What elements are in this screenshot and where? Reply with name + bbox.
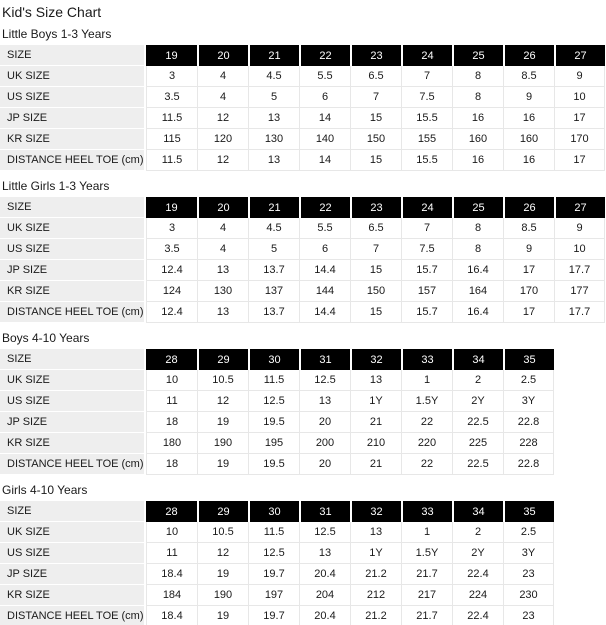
size-value-cell: 160 <box>503 129 554 150</box>
size-value-cell: 5 <box>248 239 299 260</box>
size-value-cell: 8 <box>452 218 503 239</box>
table-row <box>0 454 554 475</box>
size-value-cell: 15.5 <box>401 150 452 171</box>
size-value-cell: 20 <box>299 454 350 475</box>
size-value-cell: 18.4 <box>146 564 197 585</box>
size-value-cell: 4.5 <box>248 218 299 239</box>
table-row <box>0 281 605 302</box>
size-header-cell: 19 <box>146 45 197 66</box>
size-value-cell: 15 <box>350 260 401 281</box>
size-value-cell: 20 <box>299 412 350 433</box>
size-value-cell: 8.5 <box>503 218 554 239</box>
size-value-cell: 8 <box>452 66 503 87</box>
size-value-cell: 22.5 <box>452 412 503 433</box>
size-value-cell: 19 <box>197 564 248 585</box>
size-value-cell: 140 <box>299 129 350 150</box>
size-value-cell: 3 <box>146 66 197 87</box>
size-value-cell: 22 <box>401 454 452 475</box>
size-value-cell: 220 <box>401 433 452 454</box>
size-value-cell: 224 <box>452 585 503 606</box>
size-value-cell: 20.4 <box>299 606 350 625</box>
size-value-cell: 130 <box>248 129 299 150</box>
size-value-cell: 18.4 <box>146 606 197 625</box>
table-row <box>0 150 605 171</box>
size-value-cell: 2Y <box>452 391 503 412</box>
size-value-cell: 2Y <box>452 543 503 564</box>
size-value-cell: 225 <box>452 433 503 454</box>
size-value-cell: 12.5 <box>299 522 350 543</box>
size-header-cell: 21 <box>248 197 299 218</box>
size-value-cell: 5.5 <box>299 66 350 87</box>
size-header-cell: 23 <box>350 45 401 66</box>
table-row <box>0 66 605 87</box>
size-value-cell: 195 <box>248 433 299 454</box>
size-header-cell: 28 <box>146 349 197 370</box>
size-value-cell: 7.5 <box>401 239 452 260</box>
size-value-cell: 22.8 <box>503 454 554 475</box>
row-label: UK SIZE <box>0 218 146 239</box>
size-value-cell: 9 <box>554 66 605 87</box>
size-value-cell: 11.5 <box>248 522 299 543</box>
section-little-boys <box>0 28 606 171</box>
size-value-cell: 2 <box>452 522 503 543</box>
size-value-cell: 1 <box>401 522 452 543</box>
table-row <box>0 370 554 391</box>
size-value-cell: 120 <box>197 129 248 150</box>
size-value-cell: 6.5 <box>350 66 401 87</box>
row-label: KR SIZE <box>0 281 146 302</box>
size-value-cell: 7.5 <box>401 87 452 108</box>
table-row <box>0 501 554 522</box>
size-table <box>0 197 605 323</box>
row-label: US SIZE <box>0 239 146 260</box>
size-value-cell: 217 <box>401 585 452 606</box>
row-label: JP SIZE <box>0 108 146 129</box>
size-value-cell: 17.7 <box>554 260 605 281</box>
size-header-cell: 31 <box>299 349 350 370</box>
size-value-cell: 8 <box>452 87 503 108</box>
size-value-cell: 9 <box>503 239 554 260</box>
row-label: SIZE <box>0 197 146 218</box>
size-value-cell: 197 <box>248 585 299 606</box>
size-value-cell: 170 <box>503 281 554 302</box>
size-value-cell: 177 <box>554 281 605 302</box>
size-table <box>0 349 554 475</box>
row-label: UK SIZE <box>0 66 146 87</box>
size-header-cell: 30 <box>248 349 299 370</box>
size-value-cell: 164 <box>452 281 503 302</box>
size-value-cell: 212 <box>350 585 401 606</box>
size-value-cell: 11.5 <box>146 108 197 129</box>
size-value-cell: 13 <box>299 543 350 564</box>
section-label: Girls 4-10 Years <box>2 483 88 497</box>
size-header-cell: 26 <box>503 45 554 66</box>
section-boys <box>0 332 606 475</box>
size-header-cell: 26 <box>503 197 554 218</box>
size-value-cell: 228 <box>503 433 554 454</box>
size-value-cell: 12.5 <box>248 391 299 412</box>
size-value-cell: 23 <box>503 564 554 585</box>
size-value-cell: 210 <box>350 433 401 454</box>
size-value-cell: 12.5 <box>299 370 350 391</box>
size-value-cell: 10 <box>146 522 197 543</box>
size-value-cell: 2 <box>452 370 503 391</box>
size-value-cell: 15 <box>350 302 401 323</box>
section-girls <box>0 484 606 625</box>
size-value-cell: 13.7 <box>248 260 299 281</box>
size-value-cell: 12 <box>197 391 248 412</box>
size-value-cell: 7 <box>350 239 401 260</box>
size-value-cell: 17 <box>503 260 554 281</box>
size-value-cell: 23 <box>503 606 554 625</box>
size-value-cell: 21.2 <box>350 606 401 625</box>
size-value-cell: 21 <box>350 412 401 433</box>
size-value-cell: 13 <box>350 370 401 391</box>
size-value-cell: 2.5 <box>503 370 554 391</box>
table-row <box>0 129 605 150</box>
section-label: Little Girls 1-3 Years <box>2 179 110 193</box>
table-row <box>0 412 554 433</box>
size-value-cell: 22.5 <box>452 454 503 475</box>
size-value-cell: 6 <box>299 239 350 260</box>
size-value-cell: 1 <box>401 370 452 391</box>
size-value-cell: 21 <box>350 454 401 475</box>
size-value-cell: 10 <box>146 370 197 391</box>
row-label: SIZE <box>0 501 146 522</box>
row-label: UK SIZE <box>0 370 146 391</box>
size-value-cell: 3.5 <box>146 87 197 108</box>
row-label: JP SIZE <box>0 564 146 585</box>
table-row <box>0 606 554 625</box>
size-value-cell: 150 <box>350 129 401 150</box>
size-value-cell: 115 <box>146 129 197 150</box>
row-label: KR SIZE <box>0 129 146 150</box>
size-header-cell: 30 <box>248 501 299 522</box>
size-value-cell: 16 <box>452 150 503 171</box>
size-value-cell: 5 <box>248 87 299 108</box>
size-value-cell: 4 <box>197 66 248 87</box>
size-value-cell: 22.4 <box>452 606 503 625</box>
size-value-cell: 137 <box>248 281 299 302</box>
size-header-cell: 29 <box>197 349 248 370</box>
size-value-cell: 14.4 <box>299 260 350 281</box>
row-label: DISTANCE HEEL TOE (cm) <box>0 606 146 625</box>
size-value-cell: 15.7 <box>401 260 452 281</box>
size-value-cell: 7 <box>350 87 401 108</box>
size-value-cell: 9 <box>503 87 554 108</box>
size-value-cell: 124 <box>146 281 197 302</box>
table-row <box>0 391 554 412</box>
size-value-cell: 18 <box>146 454 197 475</box>
size-header-cell: 24 <box>401 197 452 218</box>
table-row <box>0 349 554 370</box>
table-row <box>0 433 554 454</box>
table-row <box>0 585 554 606</box>
size-table <box>0 45 605 171</box>
row-label: DISTANCE HEEL TOE (cm) <box>0 454 146 475</box>
size-header-cell: 22 <box>299 197 350 218</box>
size-value-cell: 10.5 <box>197 522 248 543</box>
section-label: Boys 4-10 Years <box>2 331 90 345</box>
size-header-cell: 22 <box>299 45 350 66</box>
size-header-cell: 32 <box>350 349 401 370</box>
size-value-cell: 22.8 <box>503 412 554 433</box>
size-header-cell: 32 <box>350 501 401 522</box>
size-value-cell: 16 <box>452 108 503 129</box>
table-row <box>0 218 605 239</box>
row-label: JP SIZE <box>0 260 146 281</box>
size-value-cell: 8.5 <box>503 66 554 87</box>
size-value-cell: 11 <box>146 543 197 564</box>
size-value-cell: 1Y <box>350 391 401 412</box>
size-value-cell: 6.5 <box>350 218 401 239</box>
size-value-cell: 1.5Y <box>401 391 452 412</box>
size-value-cell: 17.7 <box>554 302 605 323</box>
row-label: US SIZE <box>0 543 146 564</box>
table-row <box>0 564 554 585</box>
size-value-cell: 11.5 <box>146 150 197 171</box>
size-value-cell: 12.4 <box>146 260 197 281</box>
size-header-cell: 27 <box>554 197 605 218</box>
table-row <box>0 45 605 66</box>
size-value-cell: 13 <box>299 391 350 412</box>
row-label: DISTANCE HEEL TOE (cm) <box>0 302 146 323</box>
size-value-cell: 15 <box>350 150 401 171</box>
size-value-cell: 4 <box>197 87 248 108</box>
size-value-cell: 150 <box>350 281 401 302</box>
size-value-cell: 16.4 <box>452 302 503 323</box>
size-value-cell: 15.7 <box>401 302 452 323</box>
size-value-cell: 200 <box>299 433 350 454</box>
size-value-cell: 12.5 <box>248 543 299 564</box>
size-value-cell: 21.7 <box>401 564 452 585</box>
size-value-cell: 13.7 <box>248 302 299 323</box>
size-header-cell: 34 <box>452 349 503 370</box>
size-header-cell: 33 <box>401 349 452 370</box>
row-label: US SIZE <box>0 87 146 108</box>
size-value-cell: 12 <box>197 150 248 171</box>
size-header-cell: 25 <box>452 45 503 66</box>
size-value-cell: 19 <box>197 606 248 625</box>
row-label: JP SIZE <box>0 412 146 433</box>
table-row <box>0 302 605 323</box>
size-value-cell: 11 <box>146 391 197 412</box>
size-value-cell: 14 <box>299 108 350 129</box>
row-label: KR SIZE <box>0 585 146 606</box>
size-value-cell: 1.5Y <box>401 543 452 564</box>
size-header-cell: 20 <box>197 45 248 66</box>
size-value-cell: 2.5 <box>503 522 554 543</box>
size-value-cell: 10.5 <box>197 370 248 391</box>
size-header-cell: 29 <box>197 501 248 522</box>
size-value-cell: 7 <box>401 218 452 239</box>
size-header-cell: 25 <box>452 197 503 218</box>
size-value-cell: 180 <box>146 433 197 454</box>
size-value-cell: 3Y <box>503 391 554 412</box>
table-row <box>0 260 605 281</box>
size-value-cell: 1Y <box>350 543 401 564</box>
size-value-cell: 170 <box>554 129 605 150</box>
table-row <box>0 239 605 260</box>
size-value-cell: 13 <box>197 302 248 323</box>
table-row <box>0 543 554 564</box>
size-value-cell: 14.4 <box>299 302 350 323</box>
size-value-cell: 10 <box>554 87 605 108</box>
section-little-girls <box>0 180 606 323</box>
size-header-cell: 34 <box>452 501 503 522</box>
row-label: SIZE <box>0 45 146 66</box>
size-value-cell: 4.5 <box>248 66 299 87</box>
size-value-cell: 14 <box>299 150 350 171</box>
row-label: UK SIZE <box>0 522 146 543</box>
size-value-cell: 155 <box>401 129 452 150</box>
size-value-cell: 15.5 <box>401 108 452 129</box>
size-value-cell: 11.5 <box>248 370 299 391</box>
size-value-cell: 20.4 <box>299 564 350 585</box>
table-row <box>0 87 605 108</box>
size-value-cell: 4 <box>197 239 248 260</box>
size-value-cell: 17 <box>503 302 554 323</box>
size-value-cell: 21.7 <box>401 606 452 625</box>
size-value-cell: 13 <box>248 108 299 129</box>
size-value-cell: 19.5 <box>248 412 299 433</box>
size-value-cell: 17 <box>554 150 605 171</box>
size-header-cell: 28 <box>146 501 197 522</box>
row-label: SIZE <box>0 349 146 370</box>
size-value-cell: 190 <box>197 433 248 454</box>
size-value-cell: 204 <box>299 585 350 606</box>
size-header-cell: 31 <box>299 501 350 522</box>
size-value-cell: 19.5 <box>248 454 299 475</box>
size-table <box>0 501 554 625</box>
size-value-cell: 6 <box>299 87 350 108</box>
size-value-cell: 12 <box>197 543 248 564</box>
size-value-cell: 19 <box>197 454 248 475</box>
size-value-cell: 21.2 <box>350 564 401 585</box>
size-value-cell: 5.5 <box>299 218 350 239</box>
size-value-cell: 15 <box>350 108 401 129</box>
section-label: Little Boys 1-3 Years <box>2 27 112 41</box>
size-value-cell: 19.7 <box>248 564 299 585</box>
size-value-cell: 3Y <box>503 543 554 564</box>
row-label: DISTANCE HEEL TOE (cm) <box>0 150 146 171</box>
size-header-cell: 19 <box>146 197 197 218</box>
size-header-cell: 35 <box>503 501 554 522</box>
size-value-cell: 22.4 <box>452 564 503 585</box>
size-value-cell: 130 <box>197 281 248 302</box>
size-value-cell: 16 <box>503 108 554 129</box>
size-header-cell: 35 <box>503 349 554 370</box>
row-label: KR SIZE <box>0 433 146 454</box>
size-header-cell: 27 <box>554 45 605 66</box>
size-header-cell: 21 <box>248 45 299 66</box>
size-header-cell: 33 <box>401 501 452 522</box>
page-title: Kid's Size Chart <box>2 4 102 20</box>
size-header-cell: 20 <box>197 197 248 218</box>
size-value-cell: 12.4 <box>146 302 197 323</box>
size-value-cell: 13 <box>350 522 401 543</box>
size-value-cell: 157 <box>401 281 452 302</box>
size-value-cell: 190 <box>197 585 248 606</box>
size-value-cell: 9 <box>554 218 605 239</box>
table-row <box>0 197 605 218</box>
size-value-cell: 13 <box>248 150 299 171</box>
size-value-cell: 7 <box>401 66 452 87</box>
row-label: US SIZE <box>0 391 146 412</box>
size-value-cell: 16.4 <box>452 260 503 281</box>
size-value-cell: 16 <box>503 150 554 171</box>
table-row <box>0 522 554 543</box>
size-value-cell: 12 <box>197 108 248 129</box>
size-header-cell: 24 <box>401 45 452 66</box>
size-value-cell: 144 <box>299 281 350 302</box>
size-value-cell: 18 <box>146 412 197 433</box>
size-value-cell: 8 <box>452 239 503 260</box>
size-value-cell: 3 <box>146 218 197 239</box>
size-value-cell: 3.5 <box>146 239 197 260</box>
size-value-cell: 230 <box>503 585 554 606</box>
size-value-cell: 10 <box>554 239 605 260</box>
size-value-cell: 13 <box>197 260 248 281</box>
size-value-cell: 184 <box>146 585 197 606</box>
size-value-cell: 17 <box>554 108 605 129</box>
size-value-cell: 4 <box>197 218 248 239</box>
size-value-cell: 22 <box>401 412 452 433</box>
size-value-cell: 160 <box>452 129 503 150</box>
size-header-cell: 23 <box>350 197 401 218</box>
table-row <box>0 108 605 129</box>
size-value-cell: 19 <box>197 412 248 433</box>
size-value-cell: 19.7 <box>248 606 299 625</box>
